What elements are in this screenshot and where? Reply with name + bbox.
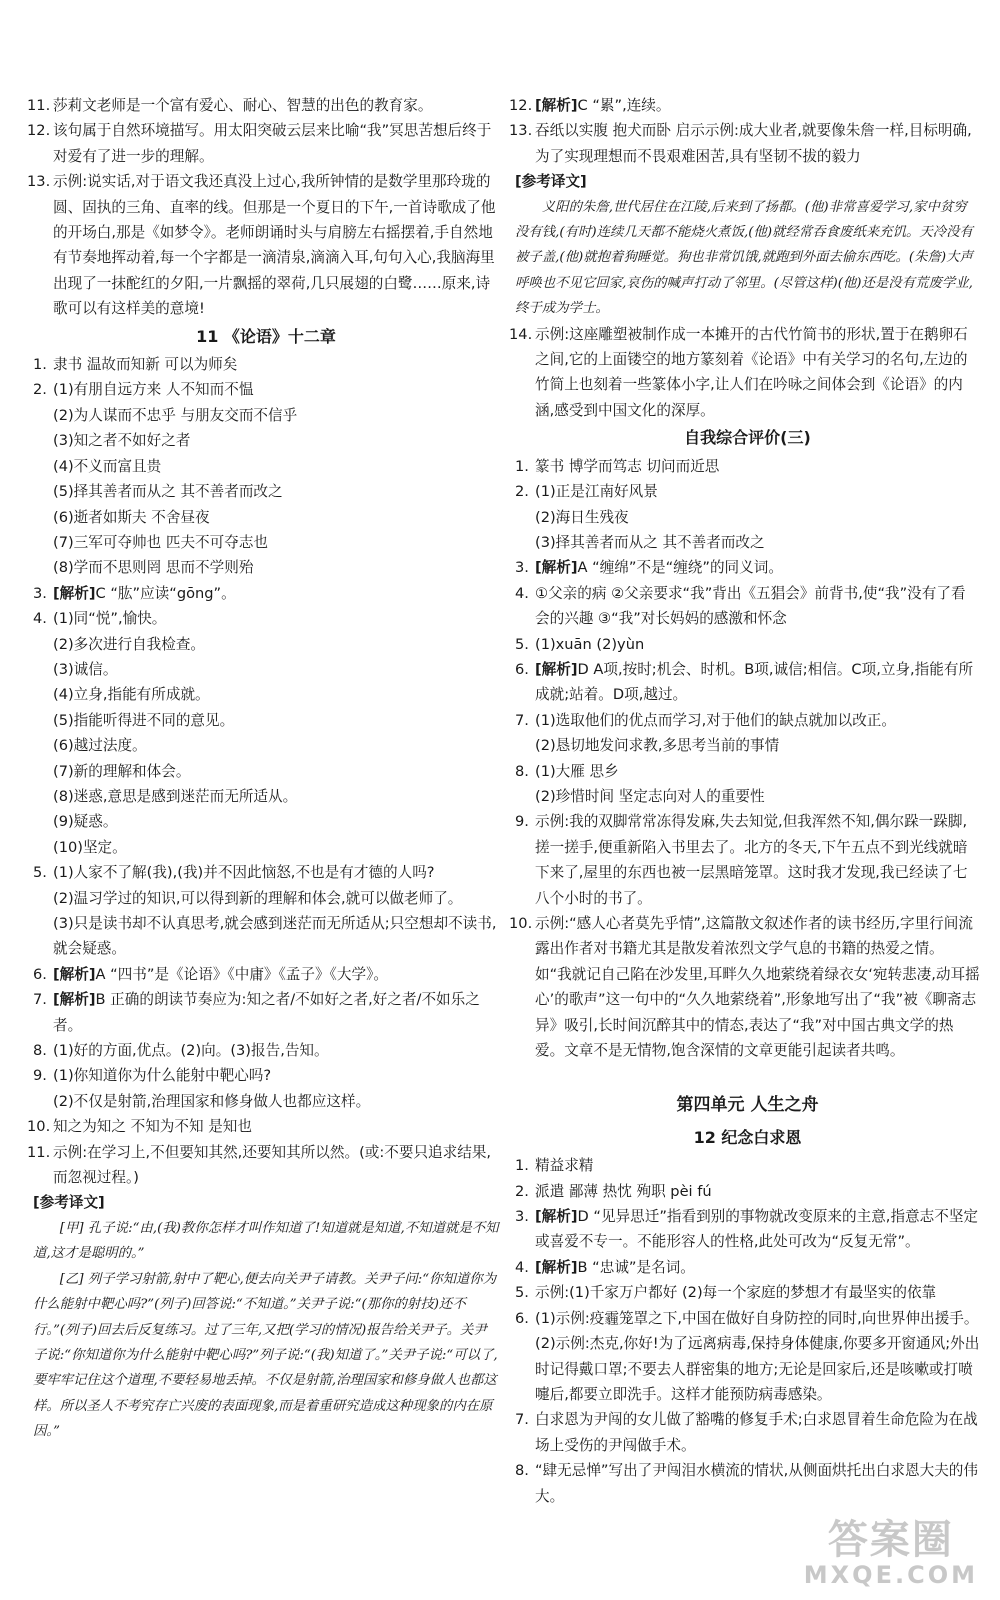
sub-answer: (5)择其善者而从之 其不善者而改之 <box>53 483 283 501</box>
answer-5: 5. (1)人家不了解(我),(我)并不因此恼怒,不也是有才德的人吗? (2)温习学过的知识,可以得到新的理解和体会,就可以做老师了。 (3)只是读书却不认真思考,就会感到迷茫而无所适从;只空想却不读书,就会疑惑。 <box>33 860 499 962</box>
sub-answer: (7)三军可夺帅也 匹夫不可夺志也 <box>53 533 269 551</box>
answer-14r: 14. 示例:这座雕塑被制作成一本摊开的古代竹简书的形状,置于在鹅卵石之间,它的上面镂空的地方篆刻着《论语》中有关学习的名句,左边的竹简上也刻着一些篆体小字,让人们在吟咏之间体会到《论语》的内涵,感受到中国文化的深厚。 <box>509 325 968 419</box>
sub-answer: (3)只是读书却不认真思考,就会感到迷茫而无所适从;只空想却不读书,就会疑惑。 <box>53 915 497 958</box>
answer-text: 示例:(1)千家万户都好 (2)每一个家庭的梦想才有最坚实的依靠 <box>535 1284 937 1302</box>
sub-answer: (9)疑惑。 <box>53 813 118 831</box>
answer-3: 3. [解析]D “见异思迁”指看到别的事物就改变原来的主意,指意志不坚定或喜爱不专一。不能形容人的性格,此处可改为“反复无常”。 <box>515 1208 979 1251</box>
sub-answer: (4)立身,指能有所成就。 <box>53 686 210 704</box>
answer-text: 精益求精 <box>535 1157 594 1175</box>
answer-text: B “忠诚”是名词。 <box>577 1258 695 1276</box>
answer-5: 5. 示例:(1)千家万户都好 (2)每一个家庭的梦想才有最坚实的依靠 <box>515 1284 937 1302</box>
answer-4: 4. [解析]B “忠诚”是名词。 <box>515 1258 695 1276</box>
answer-10: 10. 知之为知之 不知为不知 是知也 <box>27 1118 252 1136</box>
answer-6: 6. (1)示例:疫霾笼罩之下,中国在做好自身防控的同时,向世界伸出援手。 (2)示例:杰克,你好!为了远离病毒,保持身体健康,你要多开窗通风;外出时记得戴口罩;不要去人群密集的地方;无论是回家后,还是咳嗽或打喷嚏后,都要立即洗手。这样才能预防病毒感染。 <box>515 1306 980 1408</box>
answer-3: 3. [解析]C “肱”应读“gōng”。 <box>33 584 236 602</box>
sub-answer: (2)示例:杰克,你好!为了远离病毒,保持身体健康,你要多开窗通风;外出时记得戴口罩;不要去人群密集的地方;无论是回家后,还是咳嗽或打喷嚏后,都要立即洗手。这样才能预防病毒感染。 <box>535 1335 980 1403</box>
answer-text: (1)xuān (2)yùn <box>535 635 645 653</box>
answer-13: 13. 示例:说实话,对于语文我还真没上过心,我所钟情的是数学里那玲珑的圆、固执的三角、直率的线。但那是一个夏日的下午,一首诗歌成了他的开场白,那是《如梦令》。老师朗诵时头与肩膀左右摇摆着,手自然地有节奏地挥动着,每一个字都是一滴清泉,滴滴入耳,句句入心,我脑海里出现了一抹酡红的夕阳,一片飘摇的翠荷,几只展翅的白鹭……原来,诗歌可以有这样美的意境! <box>27 173 496 318</box>
answer-5: 5. (1)xuān (2)yùn <box>515 635 645 653</box>
reference-translation-title: [参考译文] <box>33 1194 105 1212</box>
answer-4: 4. ①父亲的病 ②父亲要求“我”背出《五猖会》前背书,使“我”没有了看会的兴趣 ③“我”对长妈妈的感激和怀念 <box>515 584 966 628</box>
answer-2: 2. 派遣 鄙薄 热忱 殉职 pèi fú <box>515 1182 712 1200</box>
sub-answer: (2)珍惜时间 坚定志向对人的重要性 <box>535 787 765 805</box>
sub-answer: (1)有朋自远方来 人不知而不愠 <box>53 381 254 399</box>
answer-10: 10. 示例:“感人心者莫先乎情”,这篇散文叙述作者的读书经历,字里行间流露出作者对书籍尤其是散发着浓烈文学气息的书籍的热爱之情。如“我就记自己陷在沙发里,耳畔久久地萦绕着绿衣女‘宛转悲凄,动耳摇心’的歌声”这一句中的“久久地萦绕着”,形象地写出了“我”被《聊斋志异》吸引,长时间沉醉其中的情态,表达了“我”对中国古典文学的热爱。文章不是无情物,饱含深情的文章更能引起读者共鸣。 <box>509 915 980 1060</box>
answer-text: 篆书 博学而笃志 切问而近思 <box>535 457 720 475</box>
answer-1: 1. 篆书 博学而笃志 切问而近思 <box>515 457 720 475</box>
sub-answer: (2)为人谋而不忠乎 与朋友交而不信乎 <box>53 406 298 424</box>
answer-8: 8. (1)大雁 思乡 (2)珍惜时间 坚定志向对人的重要性 <box>515 759 980 810</box>
answer-text: 白求恩为尹闯的女儿做了豁嘴的修复手术;白求恩冒着生命危险为在战场上受伤的尹闯做手术。 <box>535 1411 978 1454</box>
sub-answer: (2)多次进行自我检查。 <box>53 635 206 653</box>
reference-translation-title: [参考译文] <box>515 173 587 191</box>
sub-answer: (1)选取他们的优点而学习,对于他们的缺点就加以改正。 <box>535 711 896 729</box>
answer-text: “肆无忌惮”写出了尹闯泪水横流的情状,从侧面烘托出白求恩大夫的伟大。 <box>535 1462 978 1505</box>
analysis-tag: [解析] <box>53 965 96 983</box>
answer-12: 12. 该句属于自然环境描写。用太阳突破云层来比喻“我”冥思苦想后终于对爱有了进一步的理解。 <box>27 122 492 165</box>
answer-9: 9. 示例:我的双脚常常冻得发麻,失去知觉,但我浑然不知,偶尔跺一跺脚,搓一搓手,便重新陷入书里去了。北方的冬天,下午五点不到光线就暗下来了,屋里的东西也被一层黑暗笼罩。这时我才发现,我已经读了七八个小时的书了。 <box>515 813 968 907</box>
watermark-url: MXQE.COM <box>803 1561 978 1589</box>
answer-6: 6. [解析]D A项,按时;机会、时机。B项,诚信;相信。C项,立身,指能有所成就;站着。D项,越过。 <box>515 660 974 704</box>
answer-7: 7. (1)选取他们的优点而学习,对于他们的缺点就加以改正。 (2)恳切地发问求教,多思考当前的事情 <box>515 708 980 759</box>
sub-answer: (4)不义而富且贵 <box>53 457 162 475</box>
sub-answer: (1)人家不了解(我),(我)并不因此恼怒,不也是有才德的人吗? <box>53 864 435 882</box>
answer-text: 示例:说实话,对于语文我还真没上过心,我所钟情的是数学里那玲珑的圆、固执的三角、直率的线。但那是一个夏日的下午,一首诗歌成了他的开场白,那是《如梦令》。老师朗诵时头与肩膀左右摇摆着,手自然地有节奏地挥动着,每一个字都是一滴清泉,滴滴入耳,句句入心,我脑海里出现了一抹酡红的夕阳,一片飘摇的翠荷,几只展翅的白鹭……原来,诗歌可以有这样美的意境! <box>53 173 496 318</box>
answer-text: 吞纸以实腹 抱犬而卧 启示示例:成大业者,就要像朱詹一样,目标明确,为了实现理想而不畏艰难困苦,具有坚韧不拔的毅力 <box>535 122 972 165</box>
answer-text: 知之为知之 不知为不知 是知也 <box>53 1118 252 1136</box>
sub-answer: (1)大雁 思乡 <box>535 762 619 780</box>
analysis-tag: [解析] <box>535 1208 578 1226</box>
sub-answer: (1)同“悦”,愉快。 <box>53 610 167 628</box>
sub-answer: (1)你知道你为什么能射中靶心吗? <box>53 1067 272 1085</box>
answer-text: A “缠绵”不是“缠绕”的同义词。 <box>577 559 783 577</box>
sub-answer: (6)越过法度。 <box>53 737 147 755</box>
analysis-tag: [解析] <box>535 1258 578 1276</box>
unit-title: 第四单元 人生之舟 <box>676 1095 819 1116</box>
answer-2: 2. (1)正是江南好风景 (2)海日生残夜 (3)择其善者而从之 其不善者而改之 <box>515 479 980 555</box>
section-title-analects: 11 《论语》十二章 <box>196 326 336 346</box>
reference-translation <box>33 1216 499 1445</box>
translation-yi: [乙] 列子学习射箭,射中了靶心,便去向关尹子请教。关尹子问:“你知道你为什么能射中靶心吗?”(列子)回答说:“不知道。”关尹子说:“(那你的射技)还不行。”(列子)回去后反复练习。过了三年,又把(学习的情况)报告给关尹子。关尹子说:“你知道你为什么能射中靶心吗?”列子说:“(我)知道了。”关尹子说:“可以了,要牢牢记住这个道理,不要轻易地丢掉。不仅是射箭,治理国家和修身做人也都这样。所以圣人不考究存亡兴废的表面现象,而是着重研究造成这种现象的内在原因。” <box>33 1271 498 1440</box>
answer-text: A “四书”是《论语》《中庸》《孟子》《大学》。 <box>95 965 388 983</box>
translation-text: 义阳的朱詹,世代居住在江陵,后来到了扬都。(他)非常喜爱学习,家中贫穷没有钱,(有时)连续几天都不能烧火煮饭,(他)就经常吞食废纸来充饥。天冷没有被子盖,(他)就抱着狗睡觉。狗也非常饥饿,就跑到外面去偷东西吃。(朱詹)大声呼唤也不见它回家,哀伤的喊声打动了邻里。(尽管这样)(他)还是没有荒废学业,终于成为学士。 <box>515 199 973 317</box>
answer-4: 4. (1)同“悦”,愉快。 (2)多次进行自我检查。 (3)诚信。 (4)立身,指能有所成就。 (5)指能听得进不同的意见。 (6)越过法度。 (7)新的理解和体会。 (8)迷惑,意思是感到迷茫而无所适从。 (9)疑惑。 (10)坚定。 <box>33 606 499 860</box>
answer-13r: 13. 吞纸以实腹 抱犬而卧 启示示例:成大业者,就要像朱詹一样,目标明确,为了实现理想而不畏艰难困苦,具有坚韧不拔的毅力 <box>509 122 972 165</box>
sub-answer: (7)新的理解和体会。 <box>53 762 191 780</box>
answer-8: 8. “肆无忌惮”写出了尹闯泪水横流的情状,从侧面烘托出白求恩大夫的伟大。 <box>515 1462 978 1505</box>
section-title-bethune: 12 纪念白求恩 <box>693 1127 802 1147</box>
answer-text: 隶书 温故而知新 可以为师矣 <box>53 356 238 374</box>
sub-answer: (10)坚定。 <box>53 838 127 856</box>
analysis-tag: [解析] <box>535 559 578 577</box>
answer-9: 9. (1)你知道你为什么能射中靶心吗? (2)不仅是射箭,治理国家和修身做人也都应这样。 <box>33 1063 499 1114</box>
answer-11: 11. 莎莉文老师是一个富有爱心、耐心、智慧的出色的教育家。 <box>27 97 433 114</box>
sub-answer: (1)正是江南好风景 <box>535 483 658 501</box>
sub-answer: (2)不仅是射箭,治理国家和修身做人也都应这样。 <box>53 1092 371 1110</box>
sub-answer: (6)逝者如斯夫 不舍昼夜 <box>53 508 210 526</box>
sub-answer: (3)择其善者而从之 其不善者而改之 <box>535 533 765 551</box>
answer-text: D A项,按时;机会、时机。B项,诚信;相信。C项,立身,指能有所成就;站着。D项,越过。 <box>535 660 974 704</box>
answer-1: 1. 隶书 温故而知新 可以为师矣 <box>33 356 238 374</box>
answer-7: 7. 白求恩为尹闯的女儿做了豁嘴的修复手术;白求恩冒着生命危险为在战场上受伤的尹闯做手术。 <box>515 1411 978 1454</box>
answer-text: 派遣 鄙薄 热忱 殉职 pèi fú <box>535 1182 712 1200</box>
translation-jia: [甲] 孔子说:“由,(我)教你怎样才叫作知道了!知道就是知道,不知道就是不知道,这才是聪明的。” <box>33 1220 499 1262</box>
answer-text: 示例:我的双脚常常冻得发麻,失去知觉,但我浑然不知,偶尔跺一跺脚,搓一搓手,便重新陷入书里去了。北方的冬天,下午五点不到光线就暗下来了,屋里的东西也被一层黑暗笼罩。这时我才发现,我已经读了七八个小时的书了。 <box>535 813 968 907</box>
reference-translation <box>515 195 980 322</box>
analysis-tag: [解析] <box>53 991 96 1009</box>
answer-text: 莎莉文老师是一个富有爱心、耐心、智慧的出色的教育家。 <box>53 97 433 114</box>
answer-text: C “累”,连续。 <box>577 97 671 114</box>
section-title-self-evaluation: 自我综合评价(三) <box>684 428 811 448</box>
answer-7: 7. [解析]B 正确的朗读节奏应为:知之者/不如好之者,好之者/不如乐之者。 <box>33 991 480 1034</box>
sub-answer: (3)诚信。 <box>53 660 118 678</box>
answer-text: C “肱”应读“gōng”。 <box>95 584 236 602</box>
answer-text: D “见异思迁”指看到别的事物就改变原来的主意,指意志不坚定或喜爱不专一。不能形容人的性格,此处可改为“反复无常”。 <box>535 1208 979 1251</box>
answer-3: 3. [解析]A “缠绵”不是“缠绕”的同义词。 <box>515 559 783 577</box>
answer-2: 2. (1)有朋自远方来 人不知而不愠 (2)为人谋而不忠乎 与朋友交而不信乎 (3)知之者不如好之者 (4)不义而富且贵 (5)择其善者而从之 其不善者而改之 (6)逝者如斯夫 不舍昼夜 (7)三军可夺帅也 匹夫不可夺志也 (8)学而不思则罔 思而不学则殆 <box>33 377 499 580</box>
sub-answer: (8)迷惑,意思是感到迷茫而无所适从。 <box>53 787 298 805</box>
sub-answer: (3)知之者不如好之者 <box>53 432 191 450</box>
answer-text: (1)好的方面,优点。(2)向。(3)报告,告知。 <box>53 1042 329 1060</box>
analysis-tag: [解析] <box>53 584 96 602</box>
answer-text: 示例:这座雕塑被制作成一本摊开的古代竹简书的形状,置于在鹅卵石之间,它的上面镂空的地方篆刻着《论语》中有关学习的名句,左边的竹简上也刻着一些篆体小字,让人们在吟咏之间体会到《论语》的内涵,感受到中国文化的深厚。 <box>535 325 968 419</box>
watermark-logo <box>804 1518 978 1588</box>
answer-8: 8. (1)好的方面,优点。(2)向。(3)报告,告知。 <box>33 1042 329 1060</box>
answer-text: 示例:在学习上,不但要知其然,还要知其所以然。(或:不要只追求结果,而忽视过程。) <box>53 1143 492 1187</box>
answer-11b: 11. 示例:在学习上,不但要知其然,还要知其所以然。(或:不要只追求结果,而忽视过程。) <box>27 1143 492 1187</box>
answer-text: 示例:“感人心者莫先乎情”,这篇散文叙述作者的读书经历,字里行间流露出作者对书籍尤其是散发着浓烈文学气息的书籍的热爱之情。如“我就记自己陷在沙发里,耳畔久久地萦绕着绿衣女‘宛转悲凄,动耳摇心’的歌声”这一句中的“久久地萦绕着”,形象地写出了“我”被《聊斋志异》吸引,长时间沉醉其中的情态,表达了“我”对中国古典文学的热爱。文章不是无情物,饱含深情的文章更能引起读者共鸣。 <box>535 915 980 1060</box>
sub-answer: (5)指能听得进不同的意见。 <box>53 711 235 729</box>
sub-answer: (2)温习学过的知识,可以得到新的理解和体会,就可以做老师了。 <box>53 889 463 907</box>
sub-answer: (1)示例:疫霾笼罩之下,中国在做好自身防控的同时,向世界伸出援手。 <box>535 1309 979 1327</box>
answer-text: ①父亲的病 ②父亲要求“我”背出《五猖会》前背书,使“我”没有了看会的兴趣 ③“我”对长妈妈的感激和怀念 <box>535 584 966 628</box>
answer-6: 6. [解析]A “四书”是《论语》《中庸》《孟子》《大学》。 <box>33 965 388 983</box>
sub-answer: (8)学而不思则罔 思而不学则殆 <box>53 559 254 577</box>
answer-text: 该句属于自然环境描写。用太阳突破云层来比喻“我”冥思苦想后终于对爱有了进一步的理解。 <box>53 122 492 165</box>
watermark-text: 答案圈 <box>827 1517 954 1563</box>
sub-answer: (2)海日生残夜 <box>535 508 629 526</box>
analysis-tag: [解析] <box>535 660 578 678</box>
answer-1: 1. 精益求精 <box>515 1157 594 1175</box>
answer-12r: 12. [解析]C “累”,连续。 <box>509 97 671 114</box>
analysis-tag: [解析] <box>535 97 578 114</box>
sub-answer: (2)恳切地发问求教,多思考当前的事情 <box>535 737 780 755</box>
answer-text: B 正确的朗读节奏应为:知之者/不如好之者,好之者/不如乐之者。 <box>53 991 480 1034</box>
right-column <box>509 93 980 1509</box>
left-column <box>27 93 499 1445</box>
